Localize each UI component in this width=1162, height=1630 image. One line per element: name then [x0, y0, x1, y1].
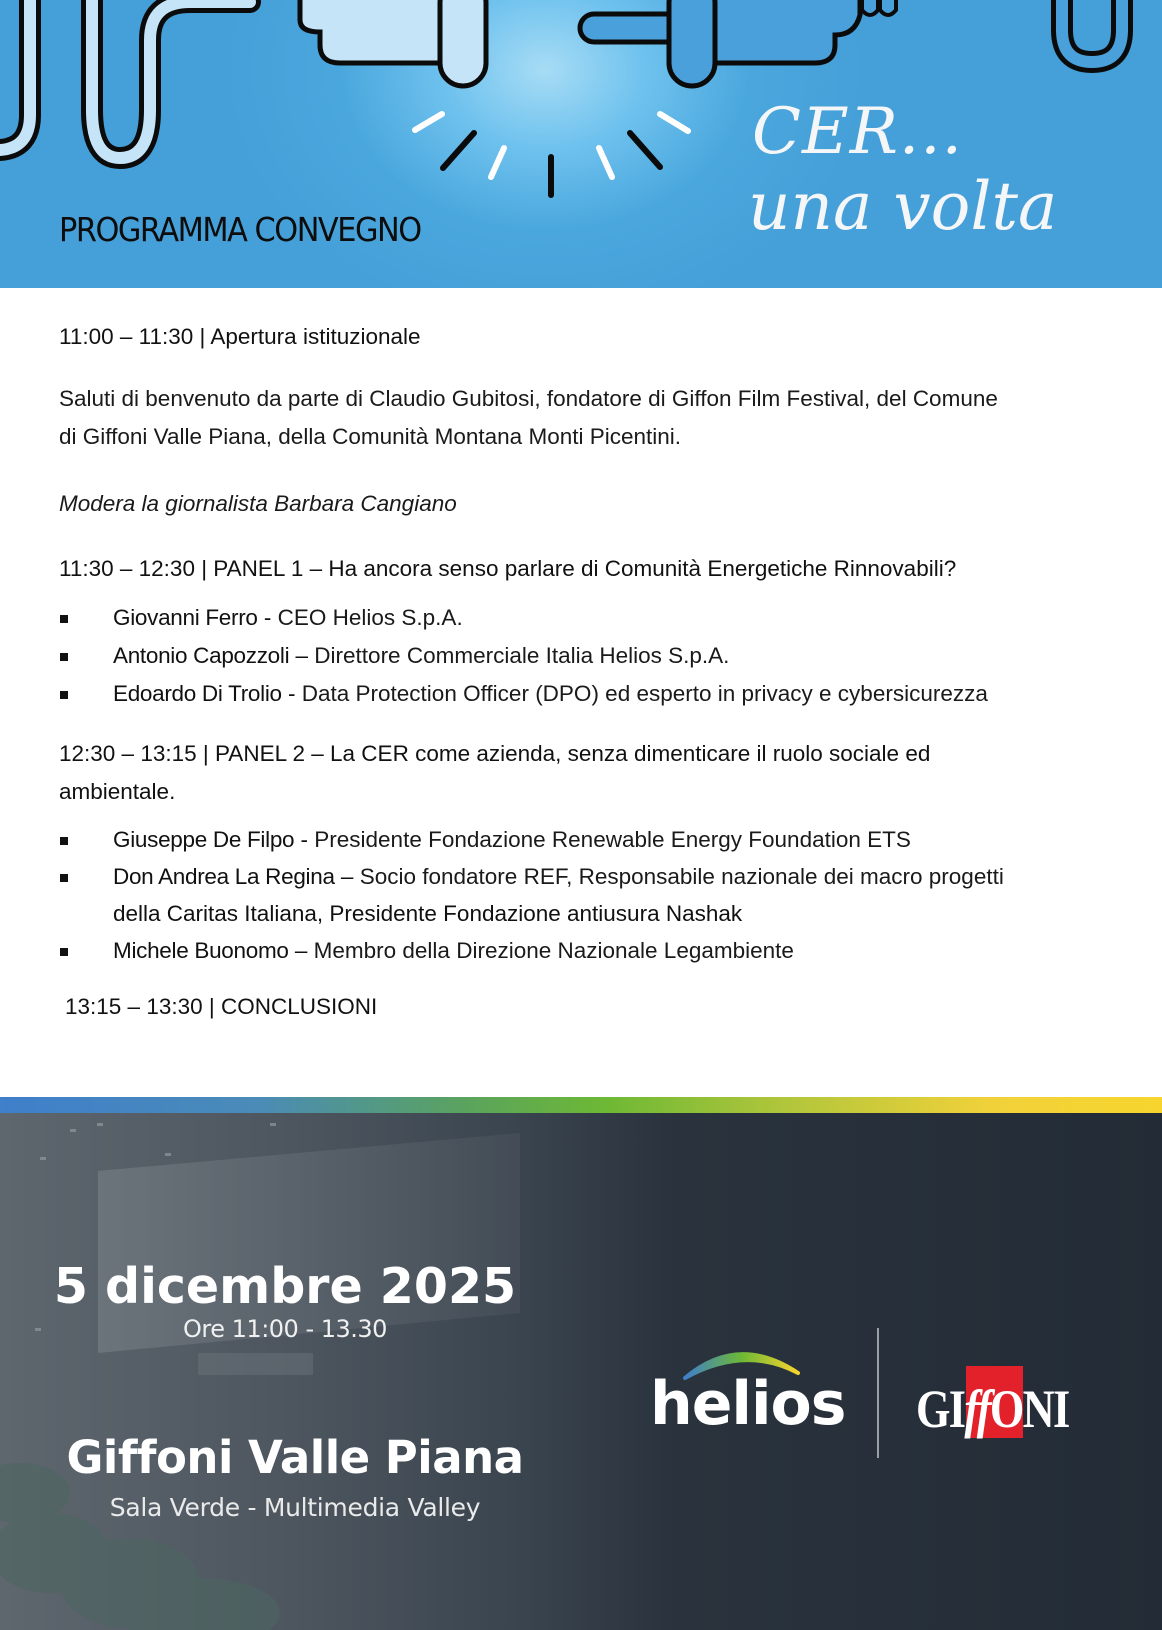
logo-divider — [877, 1328, 879, 1458]
helios-wordmark: helios — [650, 1369, 846, 1439]
speaker-role: Data Protection Officer (DPO) ed esperto in privacy e cybersicurezza — [301, 681, 988, 706]
separator: – — [288, 938, 314, 963]
speaker-name: Giovanni Ferro — [113, 605, 258, 630]
panel2-heading-line1: 12:30 – 13:15 | PANEL 2 – La CER come azienda, senza dimenticare il ruolo sociale ed — [59, 741, 931, 766]
separator: – — [289, 643, 315, 668]
event-hours: Ore 11:00 - 13.30 — [183, 1315, 387, 1343]
opening-heading: 11:00 – 11:30 | Apertura istituzionale — [59, 324, 421, 349]
speaker-role: Membro della Direzione Nazionale Legambiente — [313, 938, 794, 963]
speaker-name: Don Andrea La Regina — [113, 864, 335, 889]
bullet-square-icon — [60, 691, 68, 699]
cinema-hall-background-icon — [0, 1113, 600, 1630]
bullet-square-icon — [60, 874, 68, 882]
event-venue: Sala Verde - Multimedia Valley — [109, 1493, 481, 1522]
bullet-square-icon — [60, 837, 68, 845]
event-title-line1: CER... — [752, 95, 963, 169]
opening-text-line2: di Giffoni Valle Piana, della Comunità Montana Monti Picentini. — [59, 424, 682, 449]
section-label: PROGRAMMA CONVEGNO — [59, 210, 421, 249]
speaker-name: Antonio Capozzoli — [113, 643, 290, 668]
header-banner — [0, 0, 1162, 288]
closing-heading: 13:15 – 13:30 | CONCLUSIONI — [65, 994, 378, 1019]
speaker-role: Direttore Commerciale Italia Helios S.p.A. — [314, 643, 730, 668]
event-title-line2: una volta — [748, 168, 1058, 245]
bullet-square-icon — [60, 948, 68, 956]
moderator-note: Modera la giornalista Barbara Cangiano — [59, 491, 457, 516]
panel2-heading-line2: ambientale. — [59, 779, 176, 804]
speaker-role: Socio fondatore REF, Responsabile nazionale dei macro progetti — [359, 864, 1004, 889]
separator: - — [257, 605, 278, 630]
giffoni-wordmark: GIffONI — [916, 1379, 1069, 1439]
event-title — [748, 95, 1058, 245]
opening-text-line1: Saluti di benvenuto da parte di Claudio Gubitosi, fondatore di Giffon Film Festival, del Comune — [59, 386, 998, 411]
bullet-square-icon — [60, 653, 68, 661]
event-date: 5 dicembre 2025 — [53, 1258, 517, 1315]
gradient-divider — [0, 1097, 1162, 1114]
speaker-role: Presidente Fondazione Renewable Energy Foundation ETS — [314, 827, 911, 852]
speaker-name: Edoardo Di Trolio — [113, 681, 282, 706]
giffoni-logo — [916, 1366, 1116, 1446]
separator: – — [334, 864, 360, 889]
helios-logo — [650, 1343, 846, 1443]
speaker-role: CEO Helios S.p.A. — [277, 605, 463, 630]
speaker-name: Giuseppe De Filpo — [113, 827, 295, 852]
footer-banner — [0, 1113, 1162, 1630]
panel1-heading: 11:30 – 12:30 | PANEL 1 – Ha ancora senso parlare di Comunità Energetiche Rinnovabili? — [59, 556, 957, 581]
bullet-square-icon — [60, 615, 68, 623]
separator: - — [281, 681, 302, 706]
event-place: Giffoni Valle Piana — [66, 1431, 524, 1484]
speaker-name: Michele Buonomo — [113, 938, 289, 963]
separator: - — [294, 827, 315, 852]
